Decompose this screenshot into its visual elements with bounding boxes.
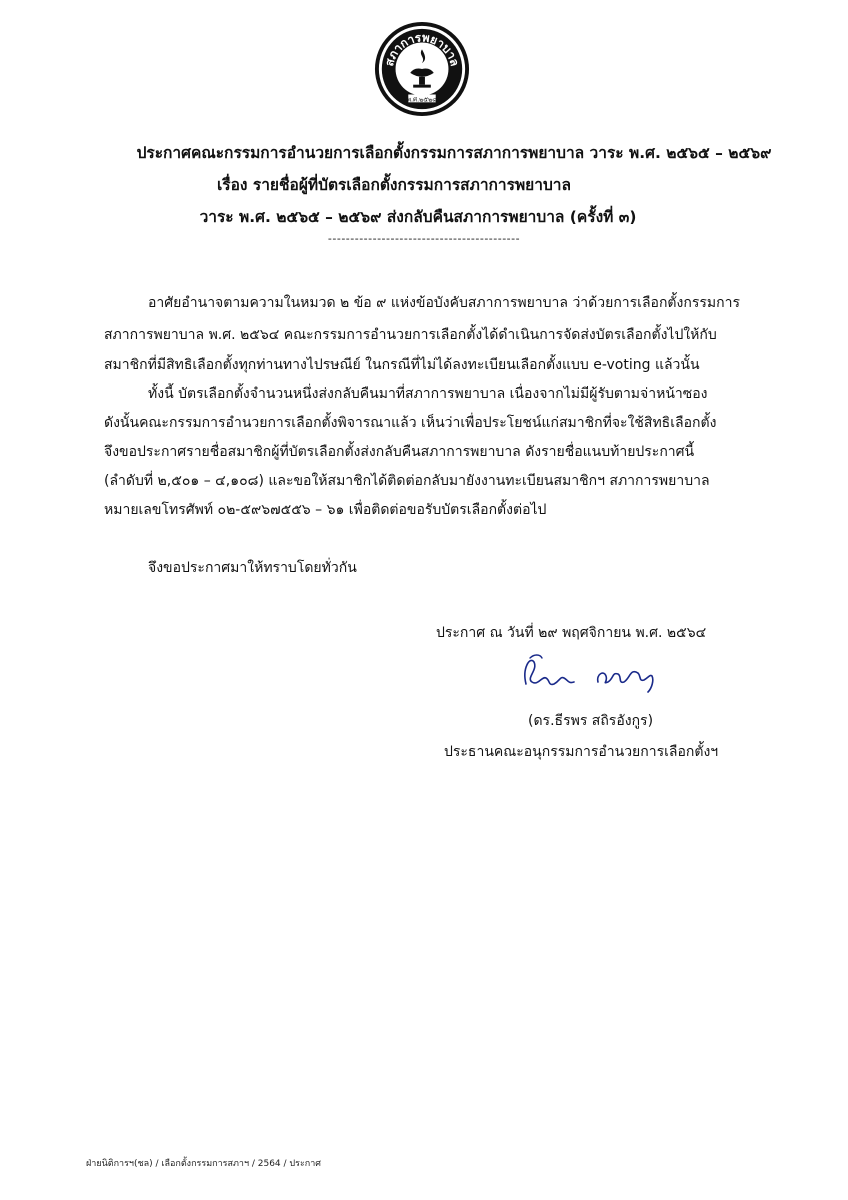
paragraph-2-line-4: (ลำดับที่ ๒,๕๐๑ – ๔,๑๐๘) และขอให้สมาชิกได้ติดต่อกลับมายังงานทะเบียนสมาชิกฯ สภาการพยาบาล <box>104 473 710 489</box>
paragraph-2-line-1: ทั้งนี้ บัตรเลือกตั้งจำนวนหนึ่งส่งกลับคืนมาที่สภาการพยาบาล เนื่องจากไม่มีผู้รับตามจ่าหน้าซอง <box>148 386 708 402</box>
seal-graphic <box>373 20 471 118</box>
heading-line-3: วาระ พ.ศ. ๒๕๖๕ – ๒๕๖๙ ส่งกลับคืนสภาการพยาบาล (ครั้งที่ ๓) <box>199 208 637 226</box>
paragraph-1-line-3: สมาชิกที่มีสิทธิเลือกตั้งทุกท่านทางไปรษณีย์ ในกรณีที่ไม่ได้ลงทะเบียนเลือกตั้งแบบ e-voting แล้วนั้น <box>104 357 700 373</box>
handwritten-signature <box>512 648 672 698</box>
paragraph-1-line-2: สภาการพยาบาล พ.ศ. ๒๕๖๔ คณะกรรมการอำนวยการเลือกตั้งได้ดำเนินการจัดส่งบัตรเลือกตั้งไปให้กับ <box>104 327 717 343</box>
heading-divider: ------------------------------------------- <box>327 232 521 245</box>
closing-statement: จึงขอประกาศมาให้ทราบโดยทั่วกัน <box>148 560 357 576</box>
heading-line-1: ประกาศคณะกรรมการอำนวยการเลือกตั้งกรรมการสภาการพยาบาล วาระ พ.ศ. ๒๕๖๕ – ๒๕๖๙ <box>136 144 772 162</box>
paragraph-2-line-3: จึงขอประกาศรายชื่อสมาชิกผู้ที่บัตรเลือกตั้งส่งกลับคืนสภาการพยาบาล ดังรายชื่อแนบท้ายประกาศนี้ <box>104 444 695 460</box>
paragraph-1-line-1: อาศัยอำนาจตามความในหมวด ๒ ข้อ ๙ แห่งข้อบังคับสภาการพยาบาล ว่าด้วยการเลือกตั้งกรรมการ <box>148 295 740 311</box>
announcement-date: ประกาศ ณ วันที่ ๒๙ พฤศจิกายน พ.ศ. ๒๕๖๔ <box>436 625 707 641</box>
signatory-position: ประธานคณะอนุกรรมการอำนวยการเลือกตั้งฯ <box>444 744 719 760</box>
seal-top-text: สภาการพยาบาล <box>382 30 462 68</box>
paragraph-2-line-2: ดังนั้นคณะกรรมการอำนวยการเลือกตั้งพิจารณาแล้ว เห็นว่าเพื่อประโยชน์แก่สมาชิกที่จะใช้สิทธิเลือกตั้ง <box>104 415 717 431</box>
council-seal <box>373 20 471 118</box>
paragraph-2-line-5: หมายเลขโทรศัพท์ ๐๒-๕๙๖๗๕๕๖ – ๖๑ เพื่อติดต่อขอรับบัตรเลือกตั้งต่อไป <box>104 502 547 518</box>
heading-subject: เรื่อง รายชื่อผู้ที่บัตรเลือกตั้งกรรมการสภาการพยาบาล <box>217 176 571 194</box>
seal-bottom-text: พ.ศ.๒๕๒๘ <box>406 95 438 104</box>
document-reference-footer: ฝ่ายนิติการฯ(ชล) / เลือกตั้งกรรมการสภาฯ / 2564 / ประกาศ <box>86 1159 322 1169</box>
signatory-name: (ดร.ธีรพร สถิรอังกูร) <box>528 713 654 729</box>
